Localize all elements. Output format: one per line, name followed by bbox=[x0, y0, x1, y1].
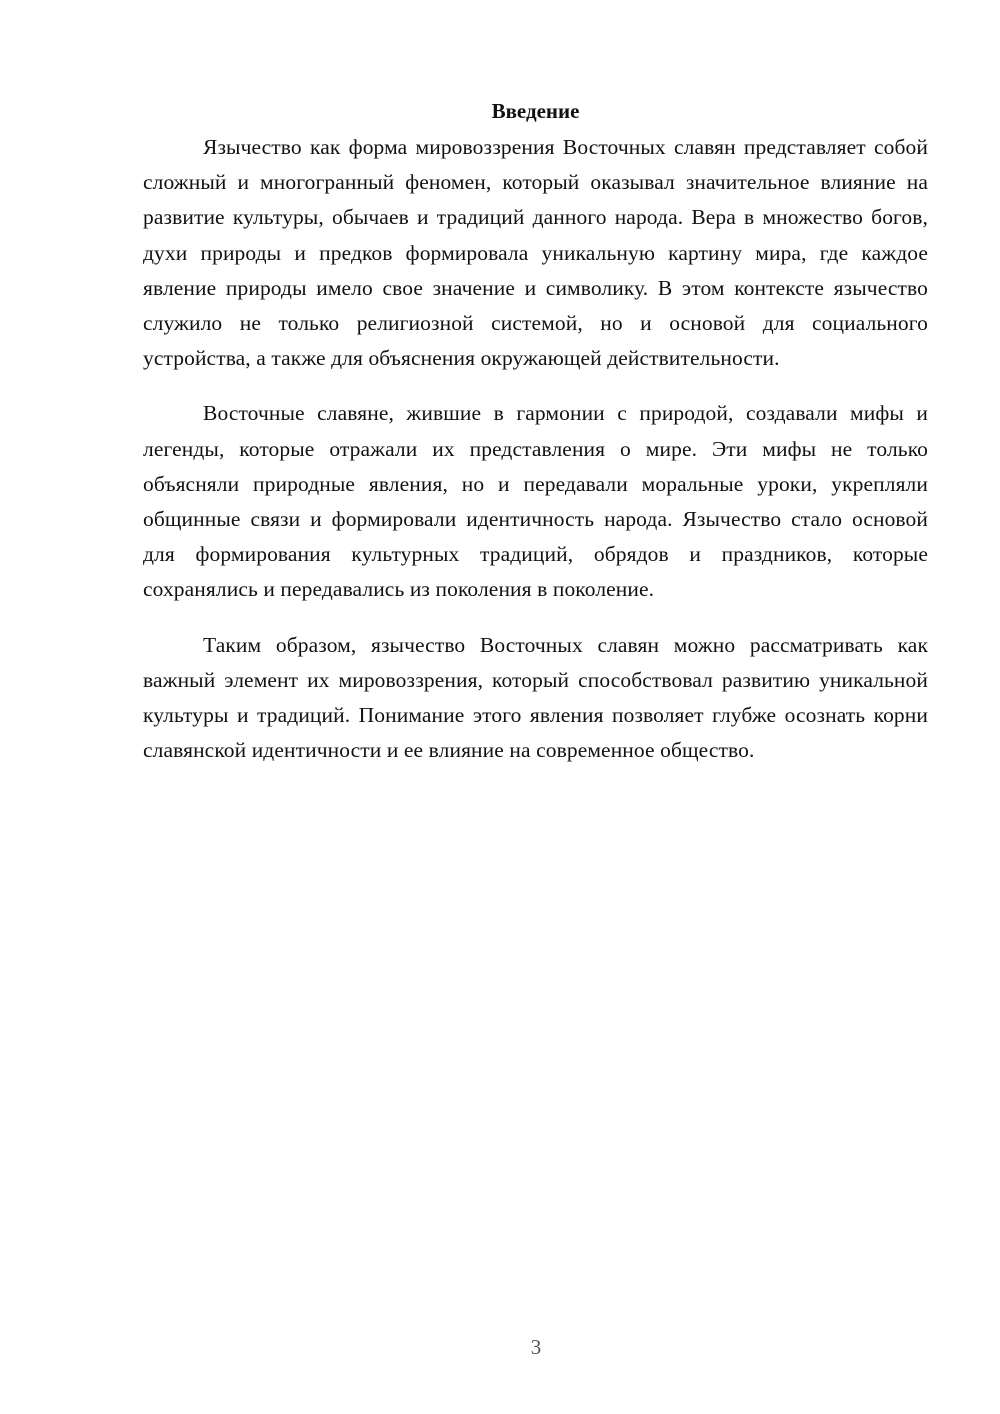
paragraph-2: Восточные славяне, жившие в гармонии с природой, создавали мифы и легенды, которые отражали их представления о мире. Эти мифы не только объясняли природные явления, но и передавали моральные уроки, укрепляли общинные связи и формировали идентичность народа. Язычество стало основой для формирования культурных традиций, обрядов и праздников, которые сохранялись и передавались из поколения в поколение. bbox=[143, 401, 928, 602]
paragraph-1: Язычество как форма мировоззрения Восточных славян представляет собой сложный и многогранный феномен, который оказывал значительное влияние на развитие культуры, обычаев и традиций данного народа. Вера в множество богов, духи природы и предков формировала уникальную картину мира, где каждое явление природы имело свое значение и символику. В этом контексте язычество служило не только религиозной системой, но и основой для социального устройства, а также для объяснения окружающей действительности. bbox=[143, 135, 928, 371]
paragraph-3: Таким образом, язычество Восточных славян можно рассматривать как важный элемент их мировоззрения, который способствовал развитию уникальной культуры и традиций. Понимание этого явления позволяет глубже осознать корни славянской идентичности и ее влияние на современное общество. bbox=[143, 632, 928, 763]
page-number: 3 bbox=[530, 1335, 542, 1359]
page-content bbox=[143, 96, 928, 788]
section-heading: Введение bbox=[491, 99, 580, 123]
